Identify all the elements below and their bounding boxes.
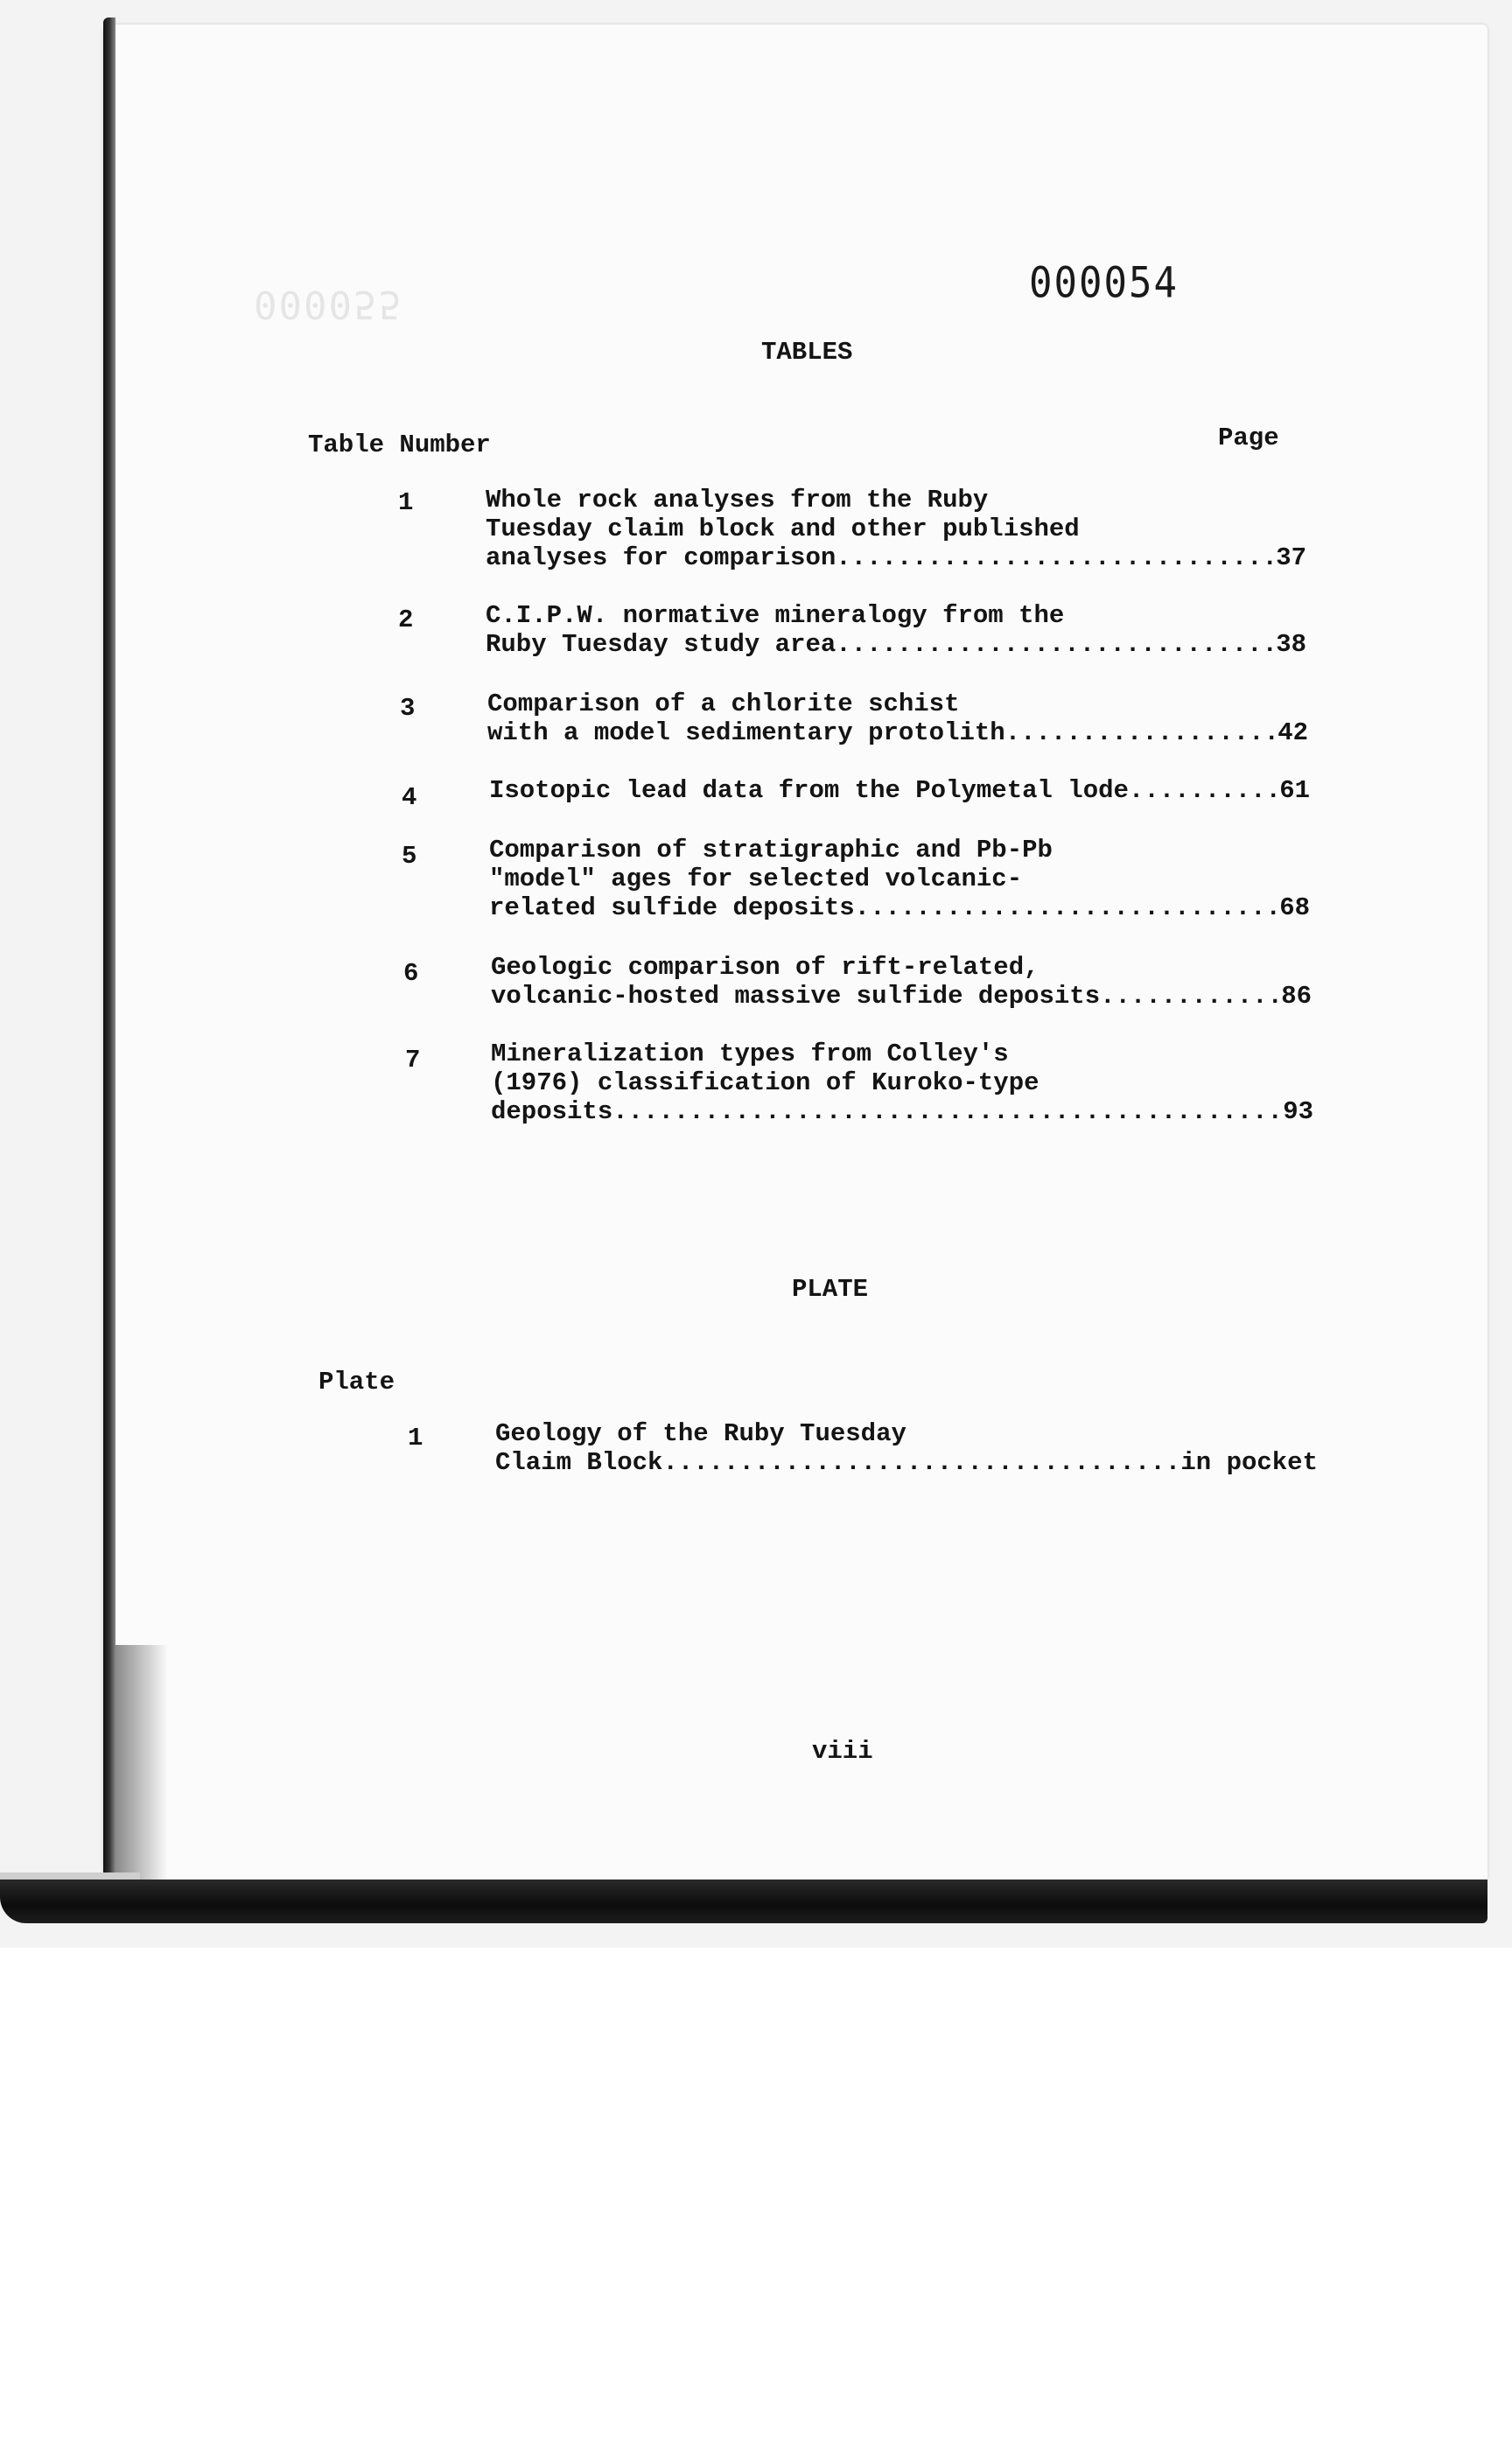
bottom-binding-edge (0, 1880, 1488, 1923)
table-entry-number: 7 (405, 1046, 421, 1074)
dot-leader (855, 893, 1280, 922)
binding-edge (103, 18, 116, 1899)
dot-leader (612, 1097, 1283, 1126)
table-entry-page: 38 (1276, 630, 1306, 659)
dot-leader (836, 630, 1276, 659)
table-entry-page: 86 (1281, 982, 1312, 1011)
table-entry-title-line: C.I.P.W. normative mineralogy from the (486, 601, 1065, 630)
table-entry-title-line: Ruby Tuesday study area (486, 630, 836, 659)
table-entry-title-line: "model" ages for selected volcanic- (489, 864, 1023, 893)
table-entry-2 (486, 601, 1306, 659)
page-column-header: Page (1218, 424, 1279, 452)
plate-entry-title-line: Claim Block (495, 1448, 663, 1477)
table-entry-number: 2 (398, 606, 414, 634)
table-entry-title-line: Comparison of a chlorite schist (487, 690, 960, 718)
table-entry-title-line: analyses for comparison (486, 543, 836, 572)
plate-column-header: Plate (318, 1368, 396, 1396)
table-entry-7 (491, 1040, 1313, 1126)
table-entry-title-line: related sulfide deposits (489, 893, 855, 922)
table-entry-number: 6 (403, 959, 419, 988)
plate-entry-title-line: Geology of the Ruby Tuesday (495, 1419, 906, 1448)
table-entry-title-line: deposits (491, 1097, 613, 1126)
table-entry-title-line: Mineralization types from Colley's (491, 1040, 1009, 1068)
dot-leader (836, 543, 1276, 572)
table-entry-title-line: with a model sedimentary protolith (487, 718, 1005, 747)
page-number: viii (812, 1737, 873, 1766)
table-entry-title-line: Geologic comparison of rift-related, (491, 953, 1040, 982)
table-entry-page: 37 (1276, 543, 1306, 572)
table-entry-4 (489, 776, 1310, 805)
binding-shadow (116, 1645, 168, 1881)
bleedthrough-stamp-number: 000055 (254, 282, 403, 326)
table-entry-page: 61 (1279, 776, 1310, 805)
table-entry-title-line: Tuesday claim block and other published (486, 514, 1080, 543)
table-entry-page: 42 (1278, 718, 1308, 747)
table-entry-number: 3 (400, 694, 416, 723)
plate-entry-1 (495, 1419, 1318, 1477)
table-entry-number: 4 (402, 783, 417, 812)
table-entry-number: 1 (398, 488, 414, 517)
dot-leader (1129, 776, 1279, 805)
table-entry-page: 93 (1283, 1097, 1313, 1126)
table-entry-title-line: volcanic-hosted massive sulfide deposits (491, 982, 1101, 1011)
table-entry-1 (486, 486, 1306, 572)
table-entry-5 (489, 836, 1310, 922)
dot-leader (662, 1448, 1180, 1477)
table-entry-title-line: Comparison of stratigraphic and Pb-Pb (489, 836, 1053, 864)
table-entry-3 (487, 690, 1308, 747)
table-entry-title-line: Isotopic lead data from the Polymetal lode (489, 776, 1129, 805)
plate-heading: PLATE (792, 1275, 869, 1304)
tables-heading: TABLES (761, 338, 853, 367)
table-entry-title-line: Whole rock analyses from the Ruby (486, 486, 989, 514)
dot-leader (1100, 982, 1281, 1011)
table-entry-6 (491, 953, 1312, 1011)
plate-entry-location: in pocket (1180, 1448, 1318, 1477)
plate-entry-number: 1 (408, 1424, 424, 1452)
document-stamp-number: 000054 (1029, 258, 1179, 308)
table-entry-page: 68 (1279, 893, 1310, 922)
table-entry-title-line: (1976) classification of Kuroko-type (491, 1068, 1040, 1097)
table-entry-number: 5 (402, 842, 417, 871)
dot-leader (1005, 718, 1278, 747)
table-number-column-header: Table Number (308, 430, 491, 459)
